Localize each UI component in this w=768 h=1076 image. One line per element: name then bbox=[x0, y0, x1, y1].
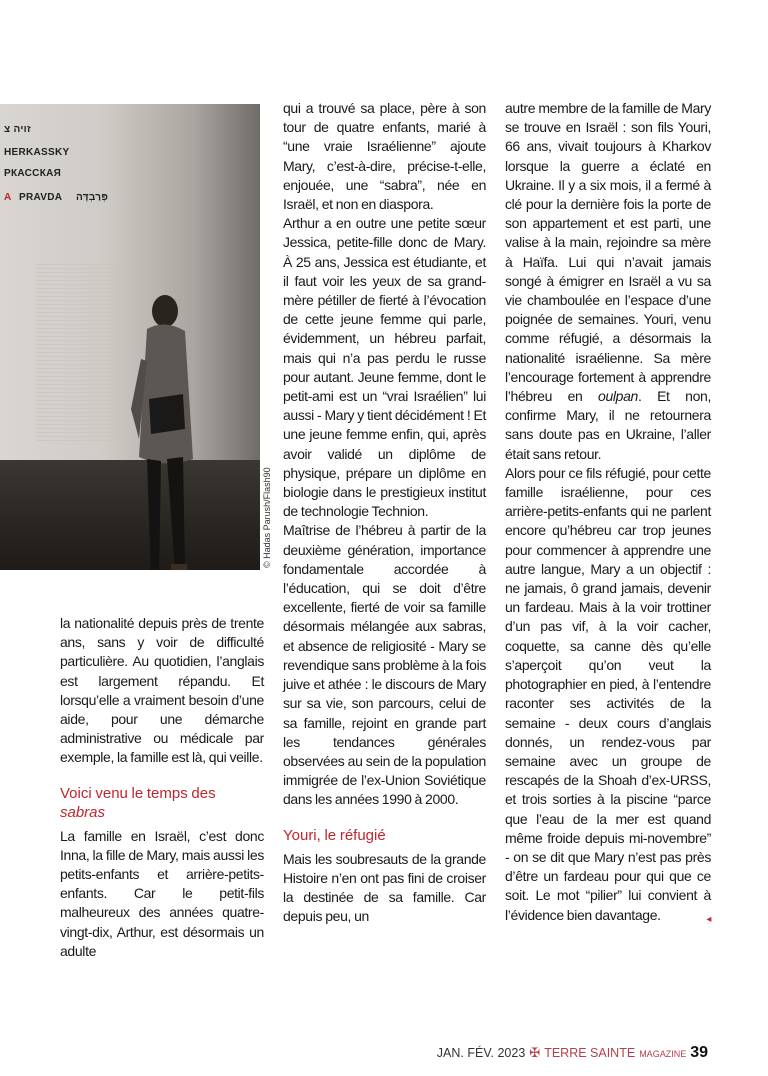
brand-name: TERRE SAINTE bbox=[544, 1046, 636, 1060]
paragraph bbox=[505, 99, 711, 464]
end-mark-icon: ◂ bbox=[706, 913, 711, 925]
paragraph: Arthur a en outre une petite sœur Jessica, petite-fille donc de Mary. À 25 ans, Jessica est étudiante, et il faut voir les yeux de sa grand-mère pétiller de fierté à l’évocation de cette jeune femme qui parle, évidemment, un hébreu parfait, mais qui n’a pas perdu le russe pour autant. Jeune femme, dont le petit-ami est un “vrai Israélien” lui aussi - Mary y tient décidément ! Et une jeune femme enfin, qui, après avoir validé un diplôme de physique, prépare un diplôme en biologie dans le prestigieux institut de technologie Technion. bbox=[283, 215, 486, 520]
page-number: 39 bbox=[690, 1044, 708, 1061]
section-heading-sabras bbox=[60, 784, 264, 822]
section-heading-youri: Youri, le réfugié bbox=[283, 826, 386, 844]
paragraph: Maîtrise de l’hébreu à partir de la deuxième génération, importance fondamentale accordée à l’éducation, qui se doit d’être excellente, fierté de voir sa famille désormais mélangée aux sabras, et absence de religiosité - Mary se revendique sans problème à la fois juive et athée : le discours de Mary sur sa vie, son parcours, celui de sa famille, rejoint en grande part les tendances générales observées au sein de la population immigrée de l’ex-Union Soviétique dans les années 1990 à 2000. bbox=[283, 522, 486, 808]
paragraph: la nationalité depuis près de trente ans, sans y voir de difficulté particulière. Au quotidien, l’anglais est largement répandu. Et lorsqu’elle a vraiment besoin d’une aide, pour une démarche administrative ou médicale par exemple, la famille est là, qui veille. bbox=[60, 615, 264, 766]
text: . Et non, confirme Mary, il ne retournera sans doute pas en Ukraine, l’aller était sans retour. bbox=[505, 388, 712, 462]
wall-text-latin: HERKASSKY bbox=[4, 147, 70, 158]
paragraph: La famille en Israël, c’est donc Inna, la fille de Mary, mais aussi les petits-enfants et arrière-petits-enfants. Car le petit-fils malheureux des années quatre-vingt-dix, Arthur, est désormais un adulte bbox=[60, 827, 264, 959]
brand-magazine: MAGAZINE bbox=[639, 1049, 687, 1059]
heading-text: Voici venu le temps des bbox=[60, 784, 216, 802]
paragraph: qui a trouvé sa place, père à son tour de quatre enfants, marié à “une vraie Israélienne” ajoute Mary, c’est-à-dire, précise-t-elle, enjouée, une “sabra”, née en Israël, et non en diaspora. bbox=[283, 100, 486, 213]
wall-text-block bbox=[36, 264, 116, 444]
text: autre membre de la famille de Mary se trouve en Israël : son fils Youri, 66 ans, vivait toujours à Kharkov lorsque la guerre a éclaté en Ukraine. Il y a six mois, il a fermé à clé pour la dernière fois la porte de son appartement et est parti, une valise à la main, rejoindre sa mère à Haïfa. Lui qui n’avait jamais songé à émigrer en Israël a vu sa vie chamboulée en l’espace d’une poignée de semaines. Youri, venu comme réfugié, a désormais la nationalité israélienne. Sa mère l’encourage fortement à apprendre l’hébreu en bbox=[505, 100, 711, 405]
photo-credit: © Hadas Parush/Flash90 bbox=[262, 467, 272, 568]
woman-figure bbox=[125, 289, 205, 570]
heading-italic: sabras bbox=[60, 803, 106, 821]
exhibition-photo bbox=[0, 104, 260, 570]
wall-text-pravda: PRAVDA bbox=[19, 192, 63, 203]
wall-text-cyrillic: РКАССКАЯ bbox=[4, 168, 62, 179]
italic-term: oulpan bbox=[598, 388, 638, 405]
paragraph bbox=[505, 464, 711, 925]
wall-text-pravda-hebrew: פְּרַבְדָּה bbox=[76, 192, 109, 203]
paragraph: Mais les soubresauts de la grande Histoire n’en ont pas fini de croiser la destinée de sa famille. Car depuis peu, un bbox=[283, 850, 486, 925]
column-2 bbox=[283, 99, 486, 926]
column-1 bbox=[60, 614, 264, 961]
page-footer bbox=[437, 1044, 708, 1063]
issue-date: JAN. FÉV. 2023 bbox=[436, 1046, 526, 1060]
text: Alors pour ce fils réfugié, pour cette famille israélienne, pour ces arrière-petits-enfants qui ne parlent encore qu’hébreu car trop jeunes pour commencer à apprendre une autre langue, Mary a un objectif : ne jamais, ô grand jamais, devenir un fardeau. Mais à la voir trottiner d’un pas vif, à la voir cacher, coquette, sa canne dès qu’elle s’aperçoit qu’on veut la photographier en pied, à l’entendre raconter ses activités de la semaine - deux cours d’anglais donnés, un rendez-vous par semaine avec un groupe de rescapés de la Shoah d’ex-URSS, et trois sorties à la piscine “parce que l’eau de la mer est quand même froide depuis mi-novembre” - on se dit que Mary n’est pas près d’être un fardeau pour qui que ce soit. Le mot “pilier” lui convient à l’évidence bien davantage. bbox=[505, 464, 711, 923]
wall-text-hebrew: זויה צ bbox=[4, 124, 31, 135]
column-3 bbox=[505, 99, 711, 929]
jerusalem-cross-icon: ✠ bbox=[529, 1045, 541, 1060]
wall-text-red: A bbox=[4, 192, 12, 203]
